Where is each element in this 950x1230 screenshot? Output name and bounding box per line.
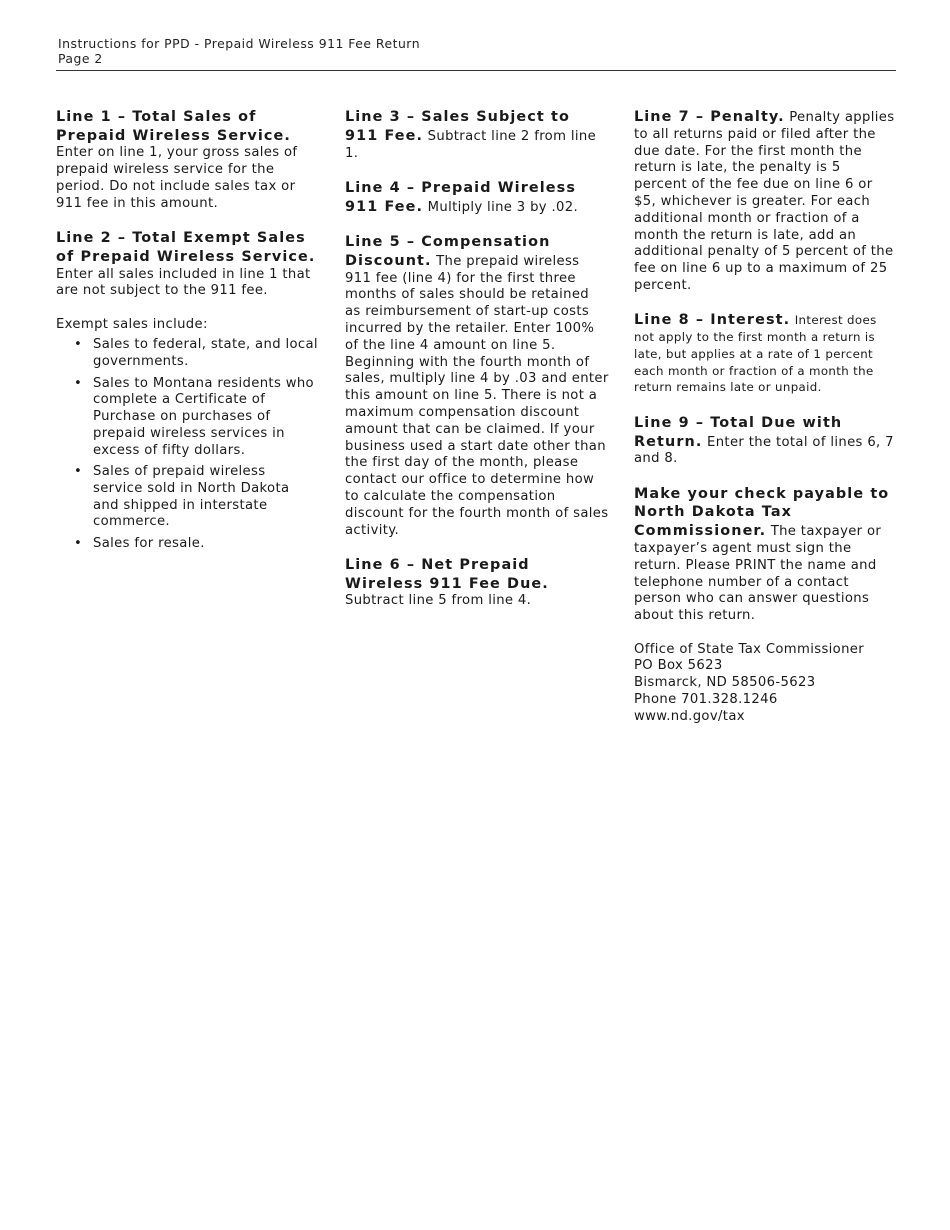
- line-1-heading: Line 1 – Total Sales of Prepaid Wireless Service.: [56, 109, 291, 144]
- exempt-sales-list: [56, 337, 318, 552]
- line-8-heading: Line 8 – Interest.: [634, 312, 791, 329]
- column-left: [56, 108, 318, 569]
- line-1-section: [56, 108, 318, 212]
- line-8-section: [634, 311, 896, 397]
- payable-body: The taxpayer or taxpayer’s agent must sign the return. Please PRINT the name and telephone number of a contact person who can answer questions about this return.: [634, 524, 882, 624]
- line-5-heading: Line 5 – Compensation Discount.: [345, 233, 551, 269]
- exempt-sales-section: [56, 317, 318, 553]
- line-6-body: Subtract line 5 from line 4.: [345, 593, 532, 609]
- page-header: [58, 36, 420, 66]
- line-9-heading: Line 9 – Total Due with Return.: [634, 414, 843, 450]
- list-item: [56, 376, 318, 460]
- line-5-section: [345, 233, 609, 539]
- bullet-icon: •: [74, 464, 83, 480]
- line-6-heading: Line 6 – Net Prepaid Wireless 911 Fee Due.: [345, 556, 549, 592]
- po-box: PO Box 5623: [634, 658, 723, 674]
- line-8-body: Interest does not apply to the first month a return is late, but applies at a rate of 1 percent each month or fraction of a month the return remains late or unpaid.: [634, 313, 877, 395]
- column-right: [634, 108, 896, 742]
- line-4-heading: Line 4 – Prepaid Wireless 911 Fee.: [345, 179, 576, 215]
- list-item-text: Sales for resale.: [93, 535, 205, 551]
- office-name: Office of State Tax Commissioner: [634, 641, 865, 657]
- line-4-body: Multiply line 3 by .02.: [427, 199, 579, 215]
- bullet-icon: •: [74, 375, 83, 391]
- payable-heading: Make your check payable to North Dakota Tax Commissioner.: [634, 485, 890, 540]
- line-2-heading: Line 2 – Total Exempt Sales of Prepaid Wireless Service.: [56, 230, 316, 265]
- line-7-body: Penalty applies to all returns paid or filed after the due date. For the first month the return is late, the penalty is 5 percent of the fee due on line 6 or $5, whichever is greater. For each additional month or fraction of a month the return is late, add an additional penalty of 5 percent of the fee on line 6 up to a maximum of 25 percent.: [634, 110, 895, 293]
- line-6-section: [345, 556, 609, 610]
- list-item-text: Sales of prepaid wireless service sold in North Dakota and shipped in interstate commerce.: [93, 464, 290, 530]
- line-7-section: [634, 108, 896, 295]
- line-5-body: The prepaid wireless 911 fee (line 4) for the first three months of sales should be retained as reimbursement of start-up costs incurred by the retailer. Enter 100% of the line 4 amount on line 5. Beginning with the fourth month of sales, multiply line 4 by .03 and enter this amount on line 5. There is not a maximum compensation discount amount that can be claimed. If your business used a start date other than the first day of the month, please contact our office to determine how to calculate the compensation discount for the fourth month of sales activity.: [345, 253, 609, 538]
- page-number: Page 2: [58, 51, 103, 66]
- payable-section: [634, 485, 896, 625]
- line-2-body: Enter all sales included in line 1 that are not subject to the 911 fee.: [56, 266, 311, 299]
- line-9-section: [634, 414, 896, 468]
- line-4-section: [345, 179, 609, 217]
- line-3-body: Subtract line 2 from line 1.: [345, 128, 597, 161]
- city-state-zip: Bismarck, ND 58506-5623: [634, 675, 816, 691]
- line-2-section: [56, 229, 318, 300]
- line-1-body: Enter on line 1, your gross sales of prepaid wireless service for the period. Do not include sales tax or 911 fee in this amount.: [56, 145, 298, 211]
- list-item: [56, 536, 318, 553]
- list-item: [56, 464, 318, 531]
- line-9-body: Enter the total of lines 6, 7 and 8.: [634, 434, 894, 467]
- website-link[interactable]: www.nd.gov/tax: [634, 708, 745, 724]
- list-item: [56, 337, 318, 371]
- document-title: Instructions for PPD - Prepaid Wireless 911 Fee Return: [58, 36, 421, 51]
- header-divider: [56, 70, 896, 71]
- list-item-text: Sales to federal, state, and local governments.: [93, 337, 318, 370]
- exempt-sales-intro: Exempt sales include:: [56, 316, 208, 332]
- list-item-text: Sales to Montana residents who complete a Certificate of Purchase on purchases of prepaid wireless services in excess of fifty dollars.: [93, 375, 314, 458]
- office-address: [634, 642, 896, 726]
- phone-number: Phone 701.328.1246: [634, 691, 778, 707]
- bullet-icon: •: [74, 337, 83, 353]
- bullet-icon: •: [74, 535, 83, 551]
- line-3-section: [345, 108, 609, 162]
- line-3-heading: Line 3 – Sales Subject to 911 Fee.: [345, 109, 570, 144]
- column-middle: [345, 108, 609, 627]
- line-7-heading: Line 7 – Penalty.: [634, 109, 785, 125]
